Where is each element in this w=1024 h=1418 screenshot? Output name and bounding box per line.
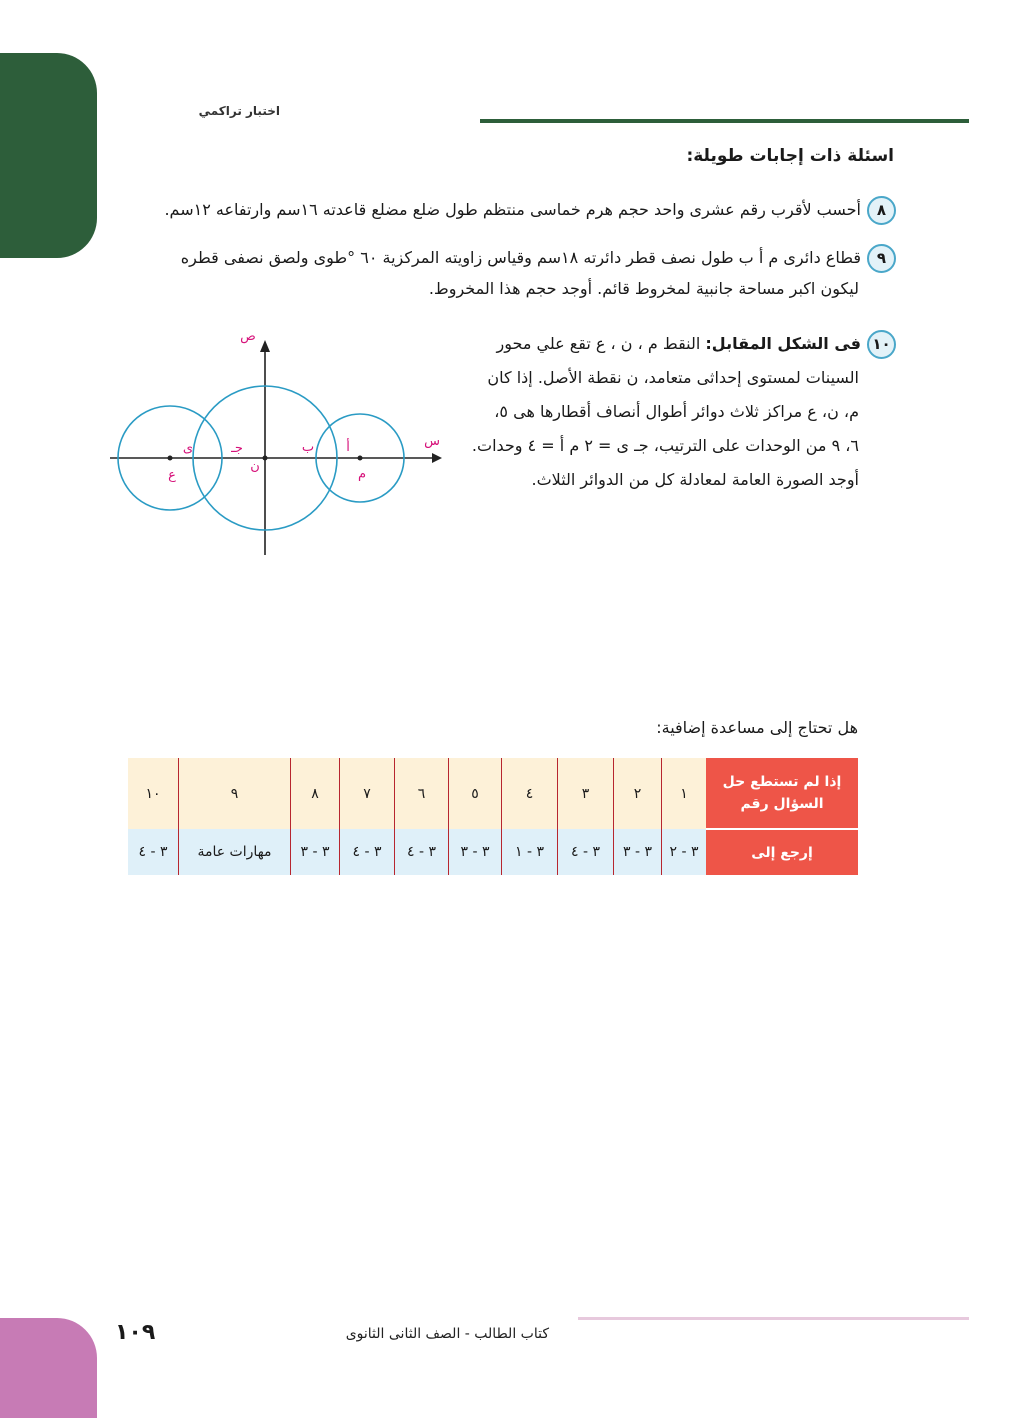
question-text: ٦، ٩ من الوحدات على الترتيب، جـ ى = ٢ م أ = ٤ وحدات.	[471, 436, 859, 455]
table-cell: ٧	[340, 758, 395, 829]
table-cell: ٣ - ٣	[614, 829, 662, 875]
circles-figure	[105, 325, 450, 560]
question-text: قطاع دائرى م أ ب طول نصف قطر دائرته ١٨سم وقياس زاويته المركزية ٦٠ °طوى ولصق نصفى قطره	[180, 248, 861, 267]
question-lead: فى الشكل المقابل:	[705, 334, 861, 353]
center-n-dot	[263, 456, 268, 461]
table-cell: ٣ - ١	[502, 829, 558, 875]
label-y-axis: ص	[240, 329, 256, 344]
question-10	[456, 327, 896, 497]
footer-text: كتاب الطالب - الصف الثانى الثانوى	[345, 1326, 549, 1342]
table-cell: ٣ - ٤	[128, 829, 179, 875]
row-header-question: إذا لم تستطع حل السؤال رقم	[706, 758, 858, 829]
table-cell: ٥	[449, 758, 502, 829]
table-cell: ٢	[614, 758, 662, 829]
label-x-axis: س	[424, 434, 440, 449]
question-text: السينات لمستوى إحداثى متعامد، ن نقطة الأصل. إذا كان	[487, 368, 859, 387]
label-k: ى	[182, 441, 194, 456]
table-cell: ٣ - ٤	[395, 829, 449, 875]
x-axis-arrow	[432, 453, 442, 463]
label-ain: ع	[168, 468, 176, 483]
pink-side-tab	[0, 1318, 97, 1418]
help-title: هل تحتاج إلى مساعدة إضافية:	[656, 718, 858, 737]
row-header-refer: إرجع إلى	[706, 829, 858, 875]
table-cell: ٨	[291, 758, 340, 829]
y-axis-arrow	[260, 340, 270, 352]
green-side-tab	[0, 53, 97, 258]
question-number-badge: ٨	[867, 196, 896, 225]
table-cell: ٦	[395, 758, 449, 829]
table-cell: ٣	[558, 758, 614, 829]
question-text: أوجد الصورة العامة لمعادلة كل من الدوائر الثلاث.	[531, 470, 859, 489]
table-cell: ٣ - ٢	[662, 829, 707, 875]
table-cell: ٣ - ٣	[291, 829, 340, 875]
table-cell: ٣ - ٣	[449, 829, 502, 875]
table-cell: ٣ - ٤	[558, 829, 614, 875]
label-a: أ	[346, 440, 350, 455]
footer-rule	[578, 1317, 969, 1320]
question-number-badge: ٩	[867, 244, 896, 273]
question-text: النقط م ، ن ، ع تقع علي محور	[496, 334, 701, 353]
table-cell: ٤	[502, 758, 558, 829]
question-number-badge: ١٠	[867, 330, 896, 359]
center-m-dot	[358, 456, 363, 461]
table-row	[128, 758, 858, 829]
table-cell: ١٠	[128, 758, 179, 829]
question-text: ليكون اكبر مساحة جانبية لمخروط قائم. أوجد حجم هذا المخروط.	[428, 279, 859, 298]
chapter-label: اختبار تراكمي	[198, 104, 280, 118]
help-table	[128, 758, 858, 875]
table-cell: مهارات عامة	[179, 829, 291, 875]
center-ain-dot	[168, 456, 173, 461]
question-text: م، ن، ع مراكز ثلاث دوائر أطوال أنصاف أقطارها هى ٥،	[494, 402, 859, 421]
label-j: جـ	[231, 441, 243, 456]
table-row	[128, 829, 858, 875]
question-8	[126, 194, 896, 225]
table-cell: ١	[662, 758, 707, 829]
label-m: م	[357, 467, 367, 482]
section-title: اسئلة ذات إجابات طويلة:	[686, 146, 894, 166]
question-9	[116, 242, 896, 304]
table-cell: ٣ - ٤	[340, 829, 395, 875]
header-rule	[480, 119, 969, 123]
label-n: ن	[250, 459, 260, 474]
question-text: أحسب لأقرب رقم عشرى واحد حجم هرم خماسى منتظم طول ضلع مضلع قاعدته ١٦سم وارتفاعه ١٢سم.	[164, 200, 861, 219]
table-cell: ٩	[179, 758, 291, 829]
page-number: ١٠٩	[115, 1320, 156, 1345]
label-b: ب	[301, 440, 315, 455]
